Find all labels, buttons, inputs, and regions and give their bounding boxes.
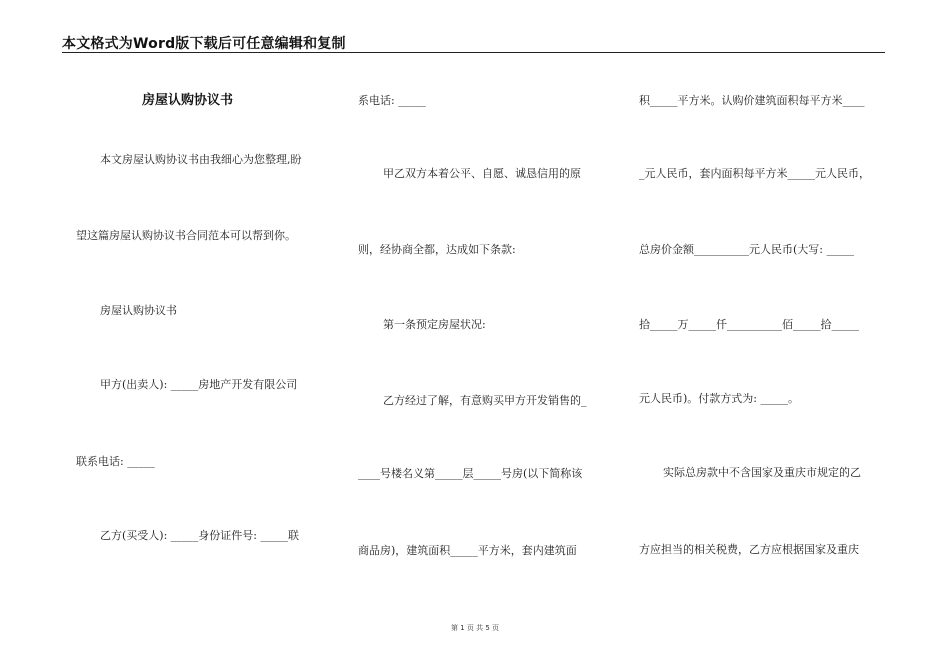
paragraph-line: 商品房)，建筑面积_____平方米，套内建筑面 — [358, 544, 577, 557]
paragraph-line: 拾_____万_____仟__________佰_____拾_____ — [639, 318, 859, 331]
paragraph-line: 则，经协商全都，达成如下条款: — [358, 243, 516, 256]
document-title: 房屋认购协议书 — [142, 93, 234, 108]
section-heading: 第一条预定房屋状况: — [383, 318, 486, 331]
paragraph-line: 乙方(买受人): _____身份证件号: _____联 — [100, 529, 299, 542]
paragraph-line: 甲乙双方本着公平、自愿、诚恳信用的原 — [383, 167, 581, 180]
document-banner: 本文格式为Word版下载后可任意编辑和复制 — [62, 36, 346, 52]
paragraph-line: 望这篇房屋认购协议书合同范本可以帮到你。 — [76, 229, 296, 242]
paragraph-line: 积_____平方米。认购价建筑面积每平方米____ — [639, 94, 865, 107]
paragraph-line: 元人民币)。付款方式为: _____。 — [639, 392, 799, 405]
paragraph-line: 方应担当的相关税费，乙方应根据国家及重庆 — [639, 543, 859, 556]
paragraph-line: 甲方(出卖人): _____房地产开发有限公司 — [100, 378, 298, 391]
paragraph-line: 本文房屋认购协议书由我细心为您整理,盼 — [100, 153, 302, 166]
paragraph-line: ____号楼名义第_____层_____号房(以下简称该 — [358, 467, 583, 480]
page-indicator: 第 1 页 共 5 页 — [450, 624, 500, 632]
header-divider — [62, 52, 885, 53]
paragraph-line: _元人民币，套内面积每平方米_____元人民币， — [639, 167, 870, 180]
paragraph-line: 实际总房款中不含国家及重庆市规定的乙 — [663, 466, 861, 479]
paragraph-line: 系电话: _____ — [358, 94, 426, 107]
paragraph-line: 总房价金额__________元人民币(大写: _____ — [639, 243, 854, 256]
section-heading: 房屋认购协议书 — [100, 304, 177, 317]
paragraph-line: 联系电话: _____ — [76, 455, 155, 468]
paragraph-line: 乙方经过了解，有意购买甲方开发销售的_ — [383, 394, 587, 407]
